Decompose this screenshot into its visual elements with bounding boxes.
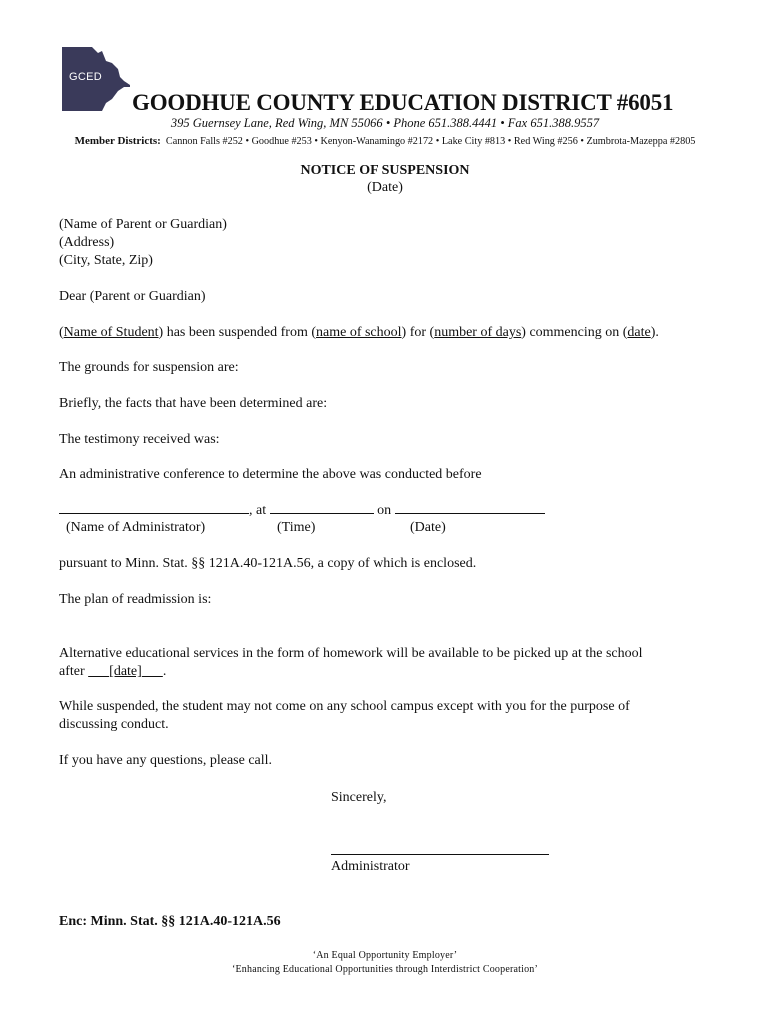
- bullet-icon: •: [385, 116, 391, 130]
- footer-line1: ‘An Equal Opportunity Employer’: [312, 950, 458, 961]
- member-district: Cannon Falls #252: [165, 136, 243, 147]
- signature-line: [331, 854, 549, 855]
- member-districts: Member Districts: Cannon Falls #252 • Goodhue #253 • Kenyon-Wanamingo #2172 • Lake City #813 • Red Wing #256 • Zumbrota-Mazeppa #2805: [74, 135, 696, 147]
- district-title: GOODHUE COUNTY EDUCATION DISTRICT #6051: [132, 90, 674, 115]
- recipient-address: (Address): [59, 235, 115, 250]
- testimony-label: The testimony received was:: [59, 432, 220, 447]
- statute-statement: pursuant to Minn. Stat. §§ 121A.40-121A.56, a copy of which is enclosed.: [59, 556, 477, 571]
- student-name-field: Name of Student: [63, 325, 159, 340]
- signer-title: Administrator: [331, 859, 410, 874]
- member-district: Goodhue #253: [251, 136, 312, 147]
- time-caption: (Time): [277, 520, 316, 535]
- grounds-label: The grounds for suspension are:: [59, 360, 239, 375]
- footer-line2: ‘Enhancing Educational Opportunities through Interdistrict Cooperation’: [231, 964, 539, 975]
- suspension-statement: (Name of Student) has been suspended from (name of school) for (number of days) commencing on (date).: [59, 325, 659, 340]
- start-date-field: date: [627, 325, 651, 340]
- member-district: Kenyon-Wanamingo #2172: [320, 136, 434, 147]
- member-district: Lake City #813: [441, 136, 506, 147]
- sincerely: Sincerely,: [331, 790, 387, 805]
- school-name-field: name of school: [316, 325, 402, 340]
- pickup-date-field: [date]: [109, 664, 142, 679]
- recipient-city: (City, State, Zip): [59, 253, 153, 268]
- questions-line: If you have any questions, please call.: [59, 753, 273, 768]
- number-of-days-field: number of days: [434, 325, 522, 340]
- recipient-name: (Name of Parent or Guardian): [59, 217, 227, 232]
- district-address-line: [0, 116, 770, 131]
- member-district: Zumbrota-Mazeppa #2805: [586, 136, 696, 147]
- address: 395 Guernsey Lane, Red Wing, MN 55066: [170, 116, 383, 130]
- facts-label: Briefly, the facts that have been determined are:: [59, 396, 328, 411]
- date-blank: [395, 501, 545, 514]
- bullet-icon: •: [500, 116, 505, 130]
- readmission-label: The plan of readmission is:: [59, 592, 212, 607]
- administrator-caption: (Name of Administrator): [66, 520, 206, 535]
- notice-date: (Date): [367, 180, 403, 195]
- administrator-blank: [59, 501, 249, 514]
- date-caption: (Date): [410, 520, 446, 535]
- phone: Phone 651.388.4441: [393, 116, 498, 130]
- enclosure: Enc: Minn. Stat. §§ 121A.40-121A.56: [59, 914, 281, 929]
- campus-line1: While suspended, the student may not come on any school campus except with you for the purpose of: [59, 699, 630, 714]
- salutation: Dear (Parent or Guardian): [59, 289, 206, 304]
- conference-statement: An administrative conference to determine the above was conducted before: [59, 467, 482, 482]
- conference-blanks: , at on: [59, 501, 545, 520]
- fax: Fax 651.388.9557: [507, 116, 600, 130]
- campus-line2: discussing conduct.: [59, 717, 169, 732]
- logo-text: GCED: [69, 71, 102, 83]
- notice-title: NOTICE OF SUSPENSION: [300, 163, 470, 178]
- time-blank: [270, 501, 374, 514]
- alt-services-line1: Alternative educational services in the form of homework will be available to be picked up at the school: [59, 646, 643, 661]
- member-district: Red Wing #256: [513, 136, 578, 147]
- alt-services-line2: after [date] .: [59, 664, 167, 679]
- member-label: Member Districts:: [74, 135, 161, 147]
